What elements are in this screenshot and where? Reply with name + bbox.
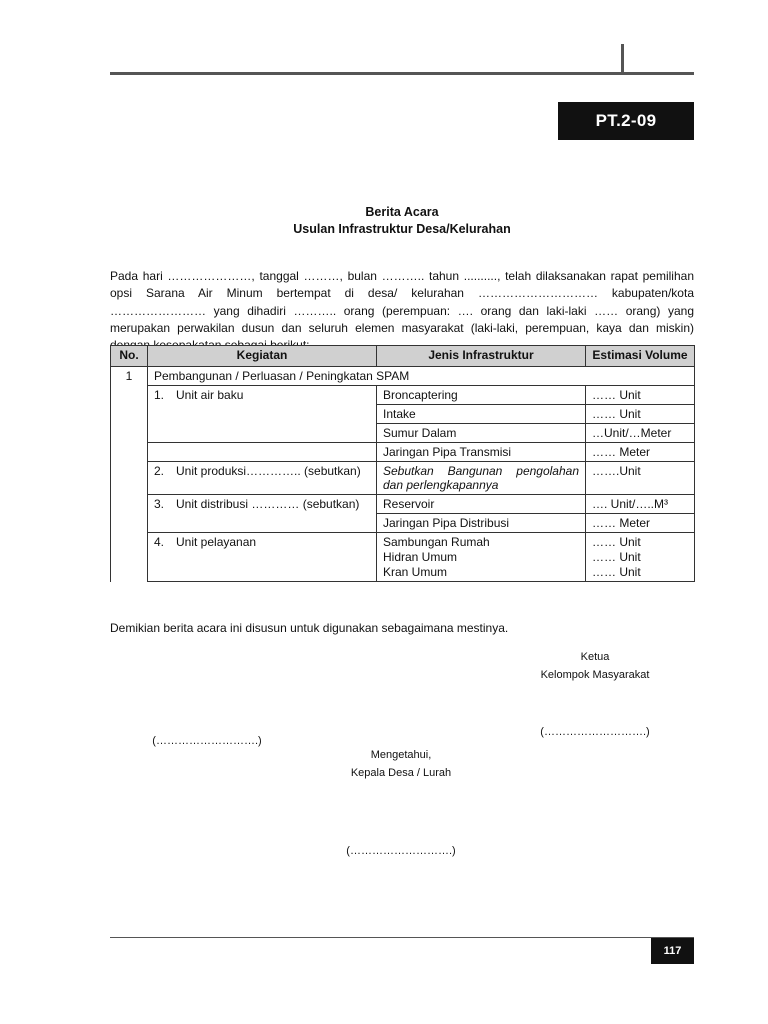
footer-rule xyxy=(110,937,694,938)
unit-air-baku-cell: 1. Unit air baku xyxy=(148,386,377,443)
table-row xyxy=(111,495,695,514)
jenis-cell: Sumur Dalam xyxy=(377,424,586,443)
jenis-cell: Jaringan Pipa Transmisi xyxy=(377,443,586,462)
jenis-cell: Hidran Umum xyxy=(377,549,586,564)
volume-cell: …… Unit xyxy=(586,386,695,405)
unit-produksi-label: Unit produksi………….. (sebutkan) xyxy=(176,464,361,478)
volume-cell: …… Unit xyxy=(586,533,695,550)
header-rule xyxy=(110,72,694,75)
page-number-badge: 117 xyxy=(651,938,694,964)
ketua-label: Ketua xyxy=(580,651,610,663)
ketua-name-blank: (……………………….) xyxy=(540,726,650,738)
unit-pelayanan-cell: 4. Unit pelayanan xyxy=(148,533,377,582)
jenis-cell: Jaringan Pipa Distribusi xyxy=(377,514,586,533)
empty-kegiatan-cell xyxy=(148,443,377,462)
kepala-desa-label: Kepala Desa / Lurah xyxy=(350,767,452,779)
volume-cell: …….Unit xyxy=(586,462,695,495)
jenis-cell: Intake xyxy=(377,405,586,424)
document-subtitle: Usulan Infrastruktur Desa/Kelurahan xyxy=(293,222,511,236)
section-label: Pembangunan / Perluasan / Peningkatan SPAM xyxy=(148,367,695,386)
header-kegiatan: Kegiatan xyxy=(148,346,377,367)
volume-cell: …Unit/…Meter xyxy=(586,424,695,443)
unit-distribusi-label: Unit distribusi ………… (sebutkan) xyxy=(176,497,360,511)
header-tick xyxy=(621,44,624,74)
table-row xyxy=(111,367,695,386)
document-title: Berita Acara xyxy=(365,205,439,219)
volume-cell: …… Unit xyxy=(586,564,695,582)
volume-cell: …. Unit/…..M³ xyxy=(586,495,695,514)
jenis-cell: Kran Umum xyxy=(377,564,586,582)
volume-cell: …… Unit xyxy=(586,405,695,424)
table-row xyxy=(111,533,695,550)
closing-statement: Demikian berita acara ini disusun untuk digunakan sebagaimana mestinya. xyxy=(110,621,509,635)
table-row xyxy=(111,462,695,495)
infrastructure-table xyxy=(110,345,695,582)
jenis-cell: Reservoir xyxy=(377,495,586,514)
kepala-name-blank: (……………………….) xyxy=(346,845,456,857)
form-code-badge: PT.2-09 xyxy=(558,102,694,140)
left-name-blank: (……………………….) xyxy=(152,735,262,747)
header-estimasi: Estimasi Volume xyxy=(586,346,695,367)
volume-cell: …… Unit xyxy=(586,549,695,564)
table-row xyxy=(111,386,695,405)
intro-paragraph: Pada hari …………………, tanggal ………, bulan ……….. tahun .........., telah dilaksanakan rapat pemilihan opsi Sarana Air Minum bertempat di desa/ kelurahan ………………………… kabupaten/kota …………………… yang dihadiri ……….. orang (perempuan: …. orang dan laki-laki …… orang) yang merupakan perwakilan dusun dan seluruh elemen masyarakat (laki-laki, perempuan, kaya dan miskin) xyxy=(110,269,694,335)
row-number: 1 xyxy=(111,367,148,582)
kelompok-masyarakat-label: Kelompok Masyarakat xyxy=(540,669,650,681)
unit-produksi-cell: 2. Unit produksi………….. (sebutkan) xyxy=(148,462,377,495)
volume-cell: …… Meter xyxy=(586,443,695,462)
unit-distribusi-cell: 3. Unit distribusi ………… (sebutkan) xyxy=(148,495,377,533)
header-jenis: Jenis Infrastruktur xyxy=(377,346,586,367)
jenis-cell: Broncaptering xyxy=(377,386,586,405)
unit-pelayanan-label: Unit pelayanan xyxy=(176,535,257,549)
volume-cell: …… Meter xyxy=(586,514,695,533)
table-row xyxy=(111,443,695,462)
header-no: No. xyxy=(111,346,148,367)
unit-air-baku-label: Unit air baku xyxy=(176,388,244,402)
mengetahui-label: Mengetahui, xyxy=(370,749,432,761)
table-header-row xyxy=(111,346,695,367)
jenis-cell: Sebutkan Bangunan pengolahan dan perlengkapannya xyxy=(377,462,586,495)
jenis-cell: Sambungan Rumah xyxy=(377,533,586,550)
